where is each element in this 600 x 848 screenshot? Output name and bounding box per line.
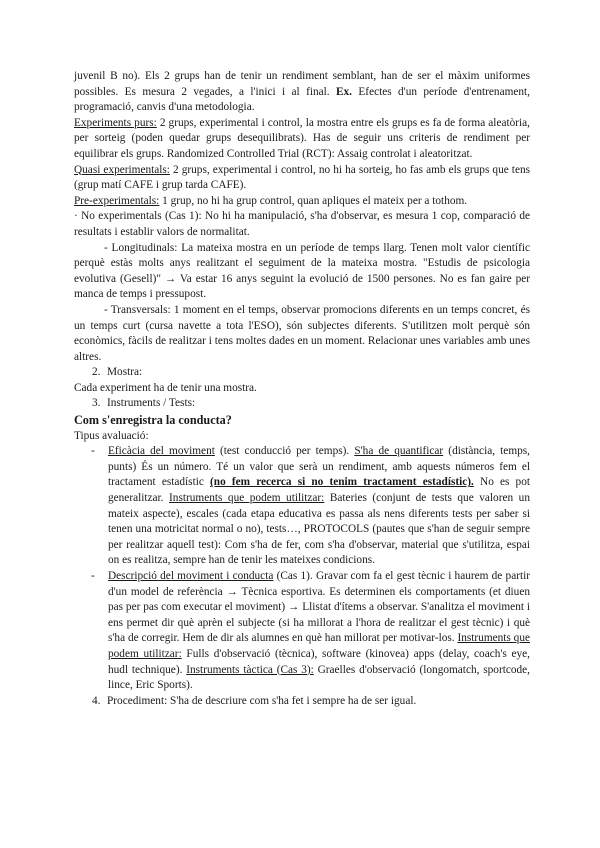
numbered-item-procediment: 4. Procediment: S'ha de descriure com s'ha fet i sempre ha de ser igual. xyxy=(92,694,417,707)
paragraph-tipus-avaluacio: Tipus avaluació: xyxy=(74,429,149,442)
term-experiments-purs: Experiments purs: xyxy=(74,116,157,129)
paragraph-pre-experimentals: Pre-experimentals: 1 grup, no hi ha grup control, quan apliques el mateix per a tothom. xyxy=(74,194,468,207)
list-item-eficacia: - Eficàcia del moviment (test conducció per temps). S'ha de quantificar (distància, temps, punts) És un número. Té un valor que serà un rendiment, amb aquests números fem el tractament estadístic (no fem recerca si no tenim tractament estadístic). No es pot generalitzar. Instruments que podem utilitzar: Bateries (conjunt de tests que valoren un mateix aspecte), escales (cada etapa educativa es passa als nens diferents tests per saber si tenen una motricitat normal o no), tests…, PROTOCOLS (pautes que s'han de seguir sempre per realitzar aquell test): Com s'ha de fer, com s'ha d'observar, material que s'utilitza, espai on es realitza, sempre han de tenir les mateixes condicions. xyxy=(91,445,530,567)
section-heading: Com s'enregistra la conducta? xyxy=(74,413,232,428)
term-pre-experimentals: Pre-experimentals: xyxy=(74,194,160,207)
paragraph-quasi-experimentals: Quasi experimentals: 2 grups, experimental i control, no hi ha sorteig, ho fas amb els grups que tens (grup matí CAFE i grup tarda CAFE). xyxy=(74,163,530,192)
paragraph-transversals: - Transversals: 1 moment en el temps, observar promocions diferents en un temps concret, és un temps curt (cursa navette a tota l'ESO), són subjectes diferents. S'utilitzen molt perquè són econòmics, fàcils de realitzar i tens moltes dades en un moment. Relacionar unes variables amb unes altres. xyxy=(74,303,530,363)
paragraph-longitudinals: - Longitudinals: La mateixa mostra en un període de temps llarg. Tenen molt valor científic perquè estàs molts anys realitzant el seguiment de la mateixa mostra. "Estudis de psicologia evolutiva (Gesell)" → Va estar 16 anys seguint la evolució de 1500 persones. No es fan gaire per manca de temps i pressupost. xyxy=(74,241,530,301)
paragraph-mostra: Cada experiment ha de tenir una mostra. xyxy=(74,381,257,394)
paragraph-experiments-purs: Experiments purs: 2 grups, experimental i control, la mostra entre els grups es fa de forma aleatòria, per sorteig (poden quedar grups desequilibrats). Has de seguir uns criteris de rendiment per equilibrar els grups. Randomized Controlled Trial (RCT): Assaig controlat i aleatoritzat. xyxy=(74,116,530,160)
evaluation-list xyxy=(74,444,530,694)
example-label: Ex. xyxy=(336,85,353,98)
list-item-descripcio: - Descripció del moviment i conducta (Cas 1). Gravar com fa el gest tècnic i haurem de partir d'un model de referència → Tècnica esportiva. Es determinen els comportaments (et diuen pas per pas com executar el moviment) → Llistat d'ítems a observar. S'analitza el moviment i ens permet dir què aprèn el subjecte (si ha millorat a l'hora de realitzar el gest tècnic) i què s'ha de corregir. Hem de dir als alumnes en què han millorat per motivar-los. Instruments que podem utilitzar: Fulls d'observació (tècnica), software (kinovea) apps (delay, coach's eye, hudl technique). Instruments tàctica (Cas 3): Graelles d'observació (longomatch, sportcode, lince, Eric Sports). xyxy=(91,570,531,692)
term-quasi-experimentals: Quasi experimentals: xyxy=(74,163,170,176)
document-page xyxy=(74,69,530,709)
numbered-item-mostra: 2. Mostra: xyxy=(92,366,143,379)
paragraph-intro: juvenil B no). Els 2 grups han de tenir un rendiment semblant, han de ser el màxim uniformes possibles. Es mesura 2 vegades, a l'inici i al final. Ex. Efectes d'un període d'entrenament, programació, canvis d'una metodologia. xyxy=(74,70,530,114)
paragraph-no-experimentals: · No experimentals (Cas 1): No hi ha manipulació, s'ha d'observar, es mesura 1 cop, comparació de resultats i establir valors de normalitat. xyxy=(74,210,530,238)
numbered-item-instruments: 3. Instruments / Tests: xyxy=(92,397,196,410)
